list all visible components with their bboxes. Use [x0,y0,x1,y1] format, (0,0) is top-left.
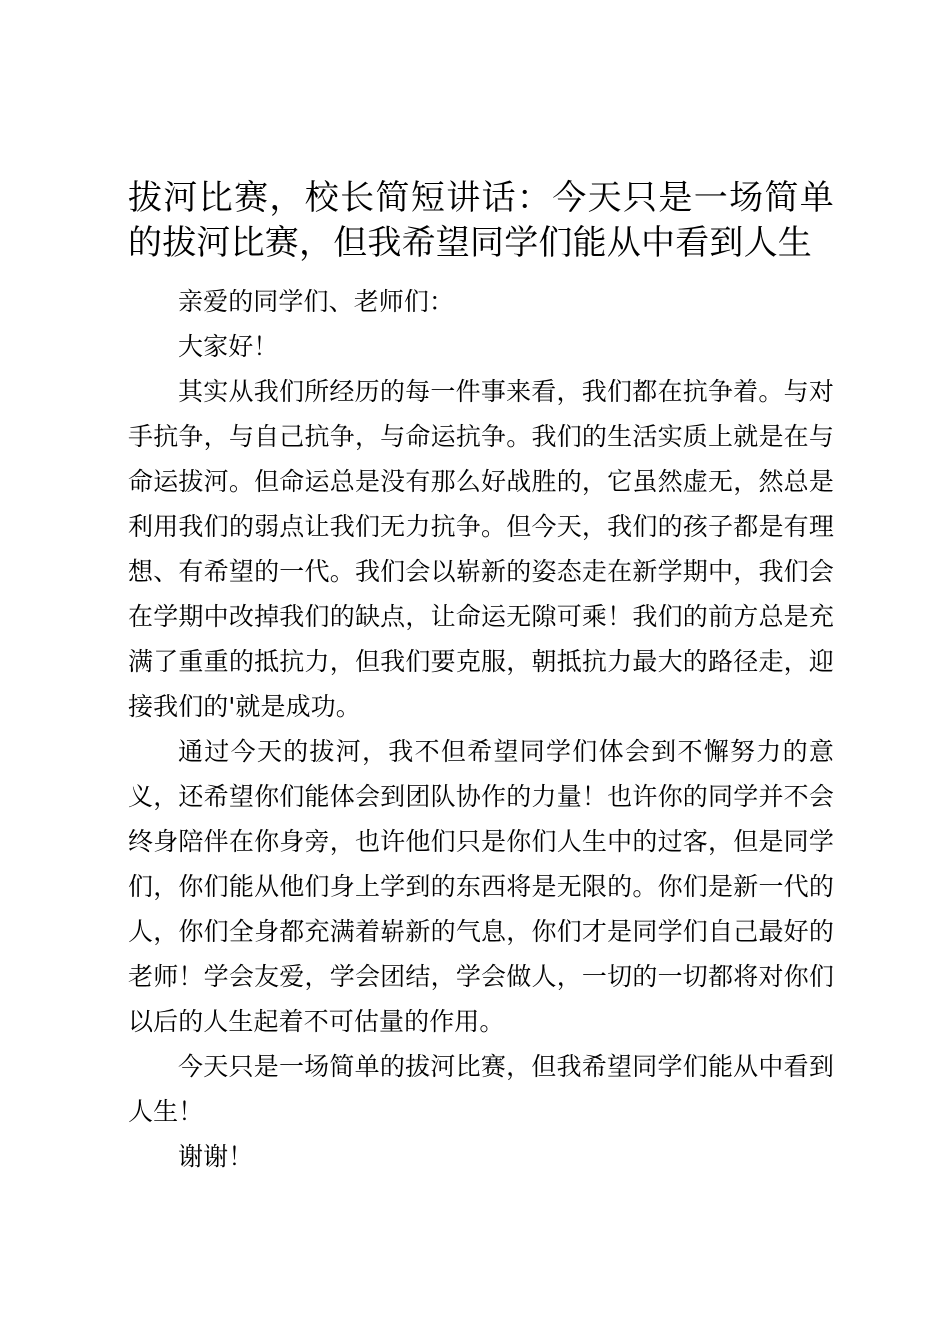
document-title: 拔河比赛，校长简短讲话：今天只是一场简单的拔河比赛，但我希望同学们能从中看到人生 [128,178,834,263]
closing-paragraph: 今天只是一场简单的拔河比赛，但我希望同学们能从中看到人生！ [128,1052,834,1126]
body-paragraph: 通过今天的拔河，我不但希望同学们体会到不懈努力的意义，还希望你们能体会到团队协作的力量！也许你的同学并不会终身陪伴在你身旁，也许他们只是你们人生中的过客，但是同学们，你们能从他们身上学到的东西将是无限的。你们是新一代的人，你们全身都充满着崭新的气息，你们才是同学们自己最好的老师！学会友爱，学会团结，学会做人，一切的一切都将对你们以后的人生起着不可估量的作用。 [128,737,834,1036]
body-paragraph: 其实从我们所经历的每一件事来看，我们都在抗争着。与对手抗争，与自己抗争，与命运抗争。我们的生活实质上就是在与命运拔河。但命运总是没有那么好战胜的，它虽然虚无，然总是利用我们的弱点让我们无力抗争。但今天，我们的孩子都是有理想、有希望的一代。我们会以崭新的姿态走在新学期中，我们会在学期中改掉我们的缺点，让命运无隙可乘！我们的前方总是充满了重重的抵抗力，但我们要克服，朝抵抗力最大的路径走，迎接我们的'就是成功。 [128,377,834,721]
greeting: 大家好！ [178,332,279,361]
thanks: 谢谢！ [178,1142,254,1171]
document-body [128,279,834,1179]
salutation: 亲爱的同学们、老师们： [178,287,455,316]
document-page [128,176,834,1179]
